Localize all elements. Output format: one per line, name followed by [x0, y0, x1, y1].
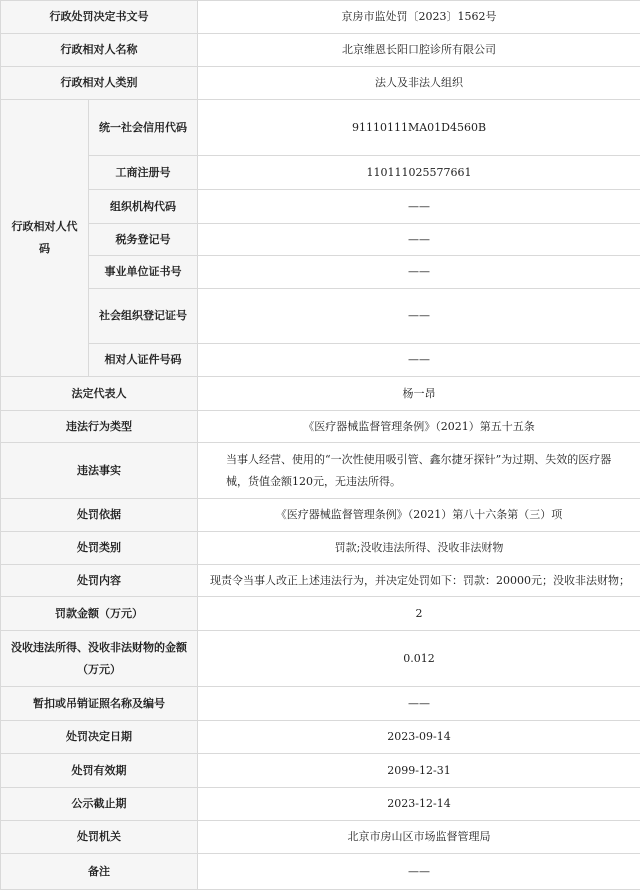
- violation-type-value: 《医疗器械监督管理条例》（2021）第五十五条: [198, 411, 640, 443]
- row-party-name: [1, 34, 640, 67]
- tax-reg-label: 税务登记号: [89, 224, 198, 256]
- confiscation-amount-value: 0.012: [198, 631, 640, 687]
- row-institution-cert: [1, 256, 640, 289]
- penalty-category-label: 处罚类别: [1, 532, 198, 565]
- row-confiscation-amount: [1, 631, 640, 687]
- row-penalty-basis: [1, 499, 640, 532]
- row-penalty-content: [1, 565, 640, 597]
- penalty-basis-value: 《医疗器械监督管理条例》（2021）第八十六条第（三）项: [198, 499, 640, 532]
- decision-no-label: 行政处罚决定书文号: [1, 1, 198, 34]
- decision-date-label: 处罚决定日期: [1, 721, 198, 754]
- legal-rep-value: 杨一昂: [198, 377, 640, 411]
- row-business-reg: [1, 156, 640, 190]
- penalty-category-value: 罚款;没收违法所得、没收非法财物: [198, 532, 640, 565]
- penalty-basis-label: 处罚依据: [1, 499, 198, 532]
- business-reg-label: 工商注册号: [89, 156, 198, 190]
- valid-until-value: 2099-12-31: [198, 754, 640, 788]
- row-decision-no: [1, 1, 640, 34]
- credit-code-value: 91110111MA01D4560B: [198, 100, 640, 156]
- party-type-label: 行政相对人类别: [1, 67, 198, 100]
- fine-amount-value: 2: [198, 597, 640, 631]
- fine-amount-label: 罚款金额（万元）: [1, 597, 198, 631]
- row-violation-type: [1, 411, 640, 443]
- id-number-label: 相对人证件号码: [89, 344, 198, 377]
- institution-cert-label: 事业单位证书号: [89, 256, 198, 289]
- confiscation-amount-label: 没收违法所得、没收非法财物的金额（万元）: [1, 631, 198, 687]
- tax-reg-value: ——: [198, 224, 640, 256]
- institution-cert-value: ——: [198, 256, 640, 289]
- row-legal-rep: [1, 377, 640, 411]
- row-penalty-category: [1, 532, 640, 565]
- row-remarks: [1, 854, 640, 890]
- party-code-group-label: 行政相对人代码: [1, 100, 89, 377]
- violation-type-label: 违法行为类型: [1, 411, 198, 443]
- credit-code-label: 统一社会信用代码: [89, 100, 198, 156]
- row-tax-reg: [1, 224, 640, 256]
- penalty-content-label: 处罚内容: [1, 565, 198, 597]
- violation-facts-value: 当事人经营、使用的“一次性使用吸引管、鑫尔捷牙探针”为过期、失效的医疗器械，货值金额120元，无违法所得。: [198, 443, 640, 499]
- row-credit-code: [1, 100, 640, 156]
- row-party-type: [1, 67, 640, 100]
- row-social-org-reg: [1, 289, 640, 344]
- social-org-reg-value: ——: [198, 289, 640, 344]
- row-license-revoked: [1, 687, 640, 721]
- publicity-deadline-label: 公示截止期: [1, 788, 198, 821]
- party-type-value: 法人及非法人组织: [198, 67, 640, 100]
- decision-no-value: 京房市监处罚〔2023〕1562号: [198, 1, 640, 34]
- org-code-label: 组织机构代码: [89, 190, 198, 224]
- row-fine-amount: [1, 597, 640, 631]
- party-name-value: 北京维恩长阳口腔诊所有限公司: [198, 34, 640, 67]
- authority-value: 北京市房山区市场监督管理局: [198, 821, 640, 854]
- org-code-value: ——: [198, 190, 640, 224]
- party-name-label: 行政相对人名称: [1, 34, 198, 67]
- row-decision-date: [1, 721, 640, 754]
- violation-facts-label: 违法事实: [1, 443, 198, 499]
- license-revoked-value: ——: [198, 687, 640, 721]
- legal-rep-label: 法定代表人: [1, 377, 198, 411]
- id-number-value: ——: [198, 344, 640, 377]
- social-org-reg-label: 社会组织登记证号: [89, 289, 198, 344]
- row-publicity-deadline: [1, 788, 640, 821]
- remarks-label: 备注: [1, 854, 198, 890]
- publicity-deadline-value: 2023-12-14: [198, 788, 640, 821]
- license-revoked-label: 暂扣或吊销证照名称及编号: [1, 687, 198, 721]
- valid-until-label: 处罚有效期: [1, 754, 198, 788]
- row-authority: [1, 821, 640, 854]
- penalty-content-value: 现责令当事人改正上述违法行为，并决定处罚如下：罚款：20000元；没收非法财物；: [198, 565, 640, 597]
- business-reg-value: 110111025577661: [198, 156, 640, 190]
- row-id-number: [1, 344, 640, 377]
- decision-date-value: 2023-09-14: [198, 721, 640, 754]
- remarks-value: ——: [198, 854, 640, 890]
- row-violation-facts: [1, 443, 640, 499]
- row-org-code: [1, 190, 640, 224]
- authority-label: 处罚机关: [1, 821, 198, 854]
- row-valid-until: [1, 754, 640, 788]
